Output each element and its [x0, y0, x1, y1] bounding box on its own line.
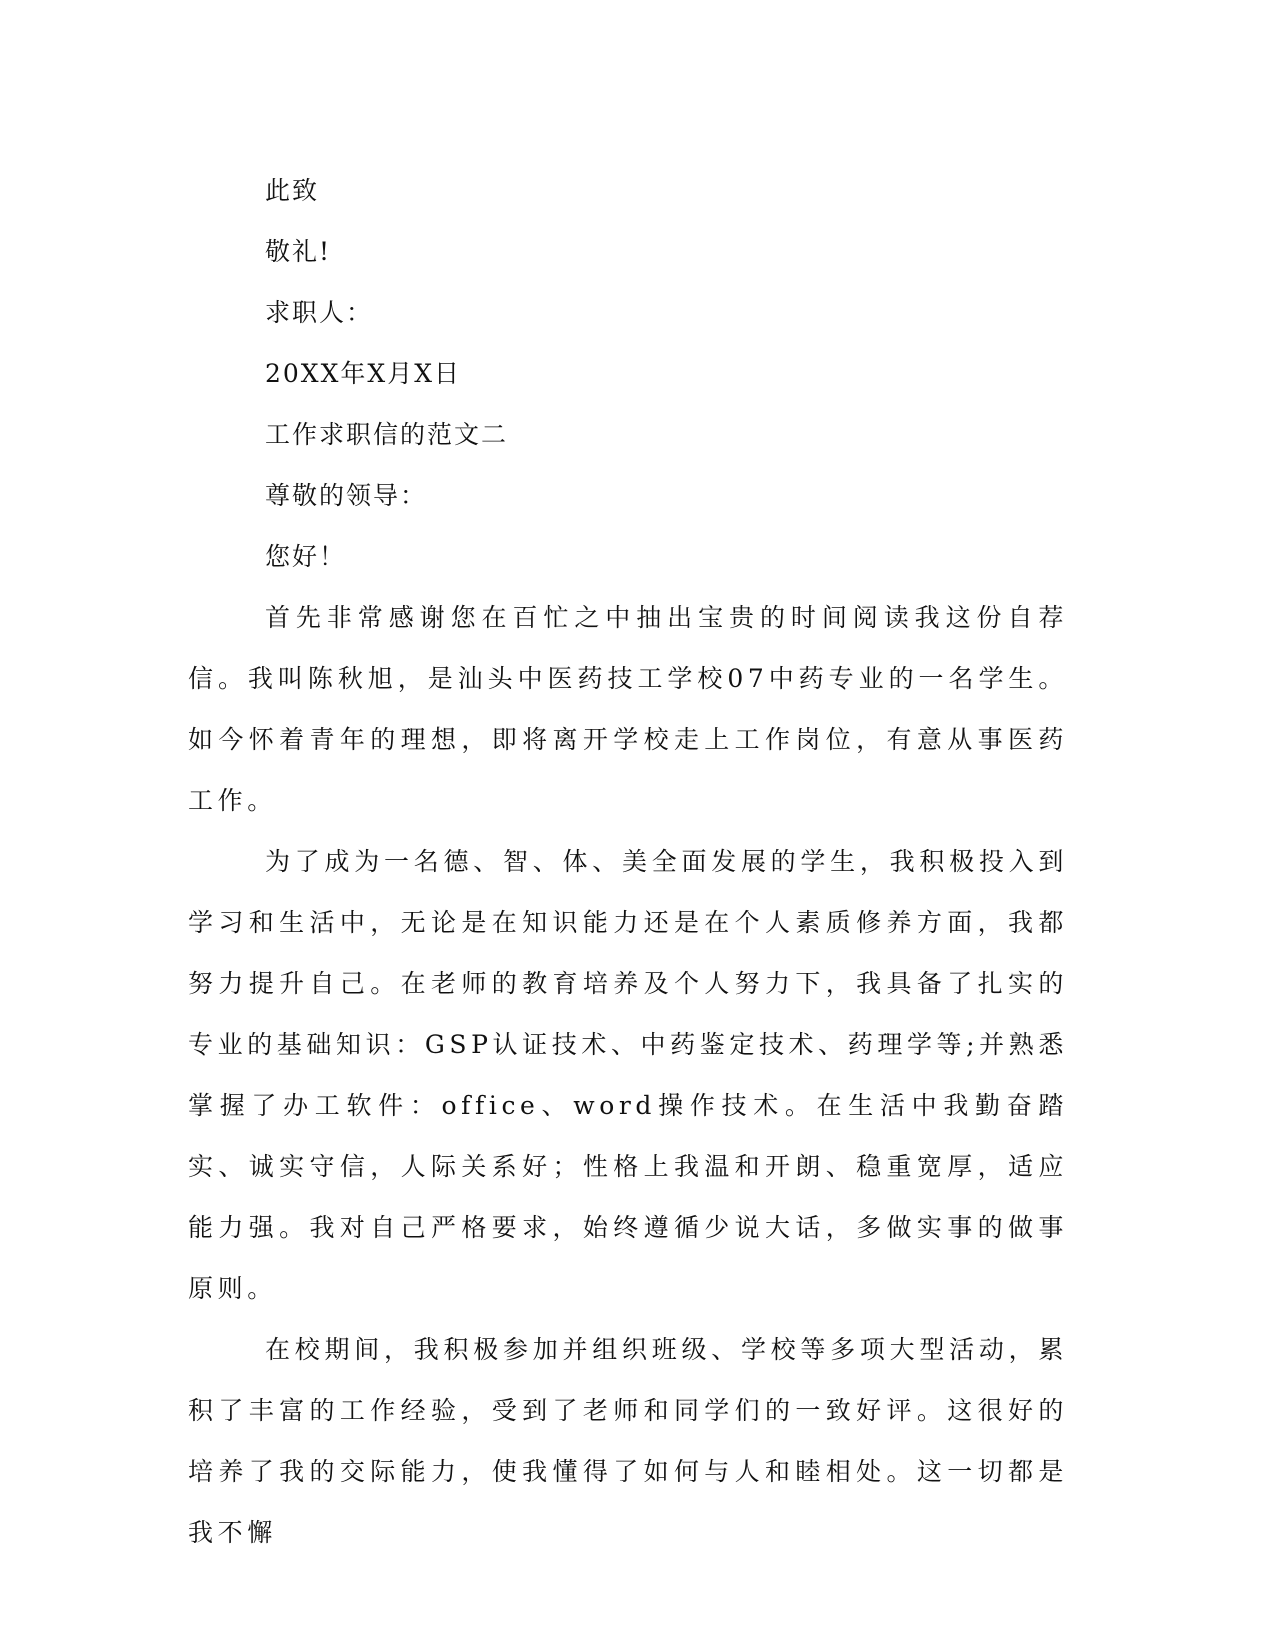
hello-line: 您好！ [265, 542, 347, 571]
salutation-line: 敬礼! [265, 237, 332, 266]
body-paragraph-skills: 为了成为一名德、智、体、美全面发展的学生，我积极投入到学习和生活中，无论是在知识能力还是在个人素质修养方面，我都努力提升自己。在老师的教育培养及个人努力下，我具备了扎实的专业的基础知识：GSP认证技术、中药鉴定技术、药理学等;并熟悉掌握了办工软件：office、word操作技术。在生活中我勤奋踏实、诚实守信，人际关系好；性格上我温和开朗、稳重宽厚，适应能力强。我对自己严格要求，始终遵循少说大话，多做实事的做事原则。 [188, 847, 1068, 1303]
applicant-line: 求职人： [265, 298, 374, 327]
body-paragraph-intro: 首先非常感谢您在百忙之中抽出宝贵的时间阅读我这份自荐信。我叫陈秋旭，是汕头中医药技工学校07中药专业的一名学生。如今怀着青年的理想，即将离开学校走上工作岗位，有意从事医药工作。 [188, 603, 1068, 815]
date-line: 20XX年X月X日 [265, 359, 462, 388]
document-body [188, 160, 1068, 1563]
greeting-line: 尊敬的领导： [265, 481, 428, 510]
closing-line: 此致 [265, 176, 320, 205]
section-heading: 工作求职信的范文二 [265, 420, 509, 449]
body-paragraph-activities: 在校期间，我积极参加并组织班级、学校等多项大型活动，累积了丰富的工作经验，受到了老师和同学们的一致好评。这很好的培养了我的交际能力，使我懂得了如何与人和睦相处。这一切都是我不懈 [188, 1335, 1068, 1547]
